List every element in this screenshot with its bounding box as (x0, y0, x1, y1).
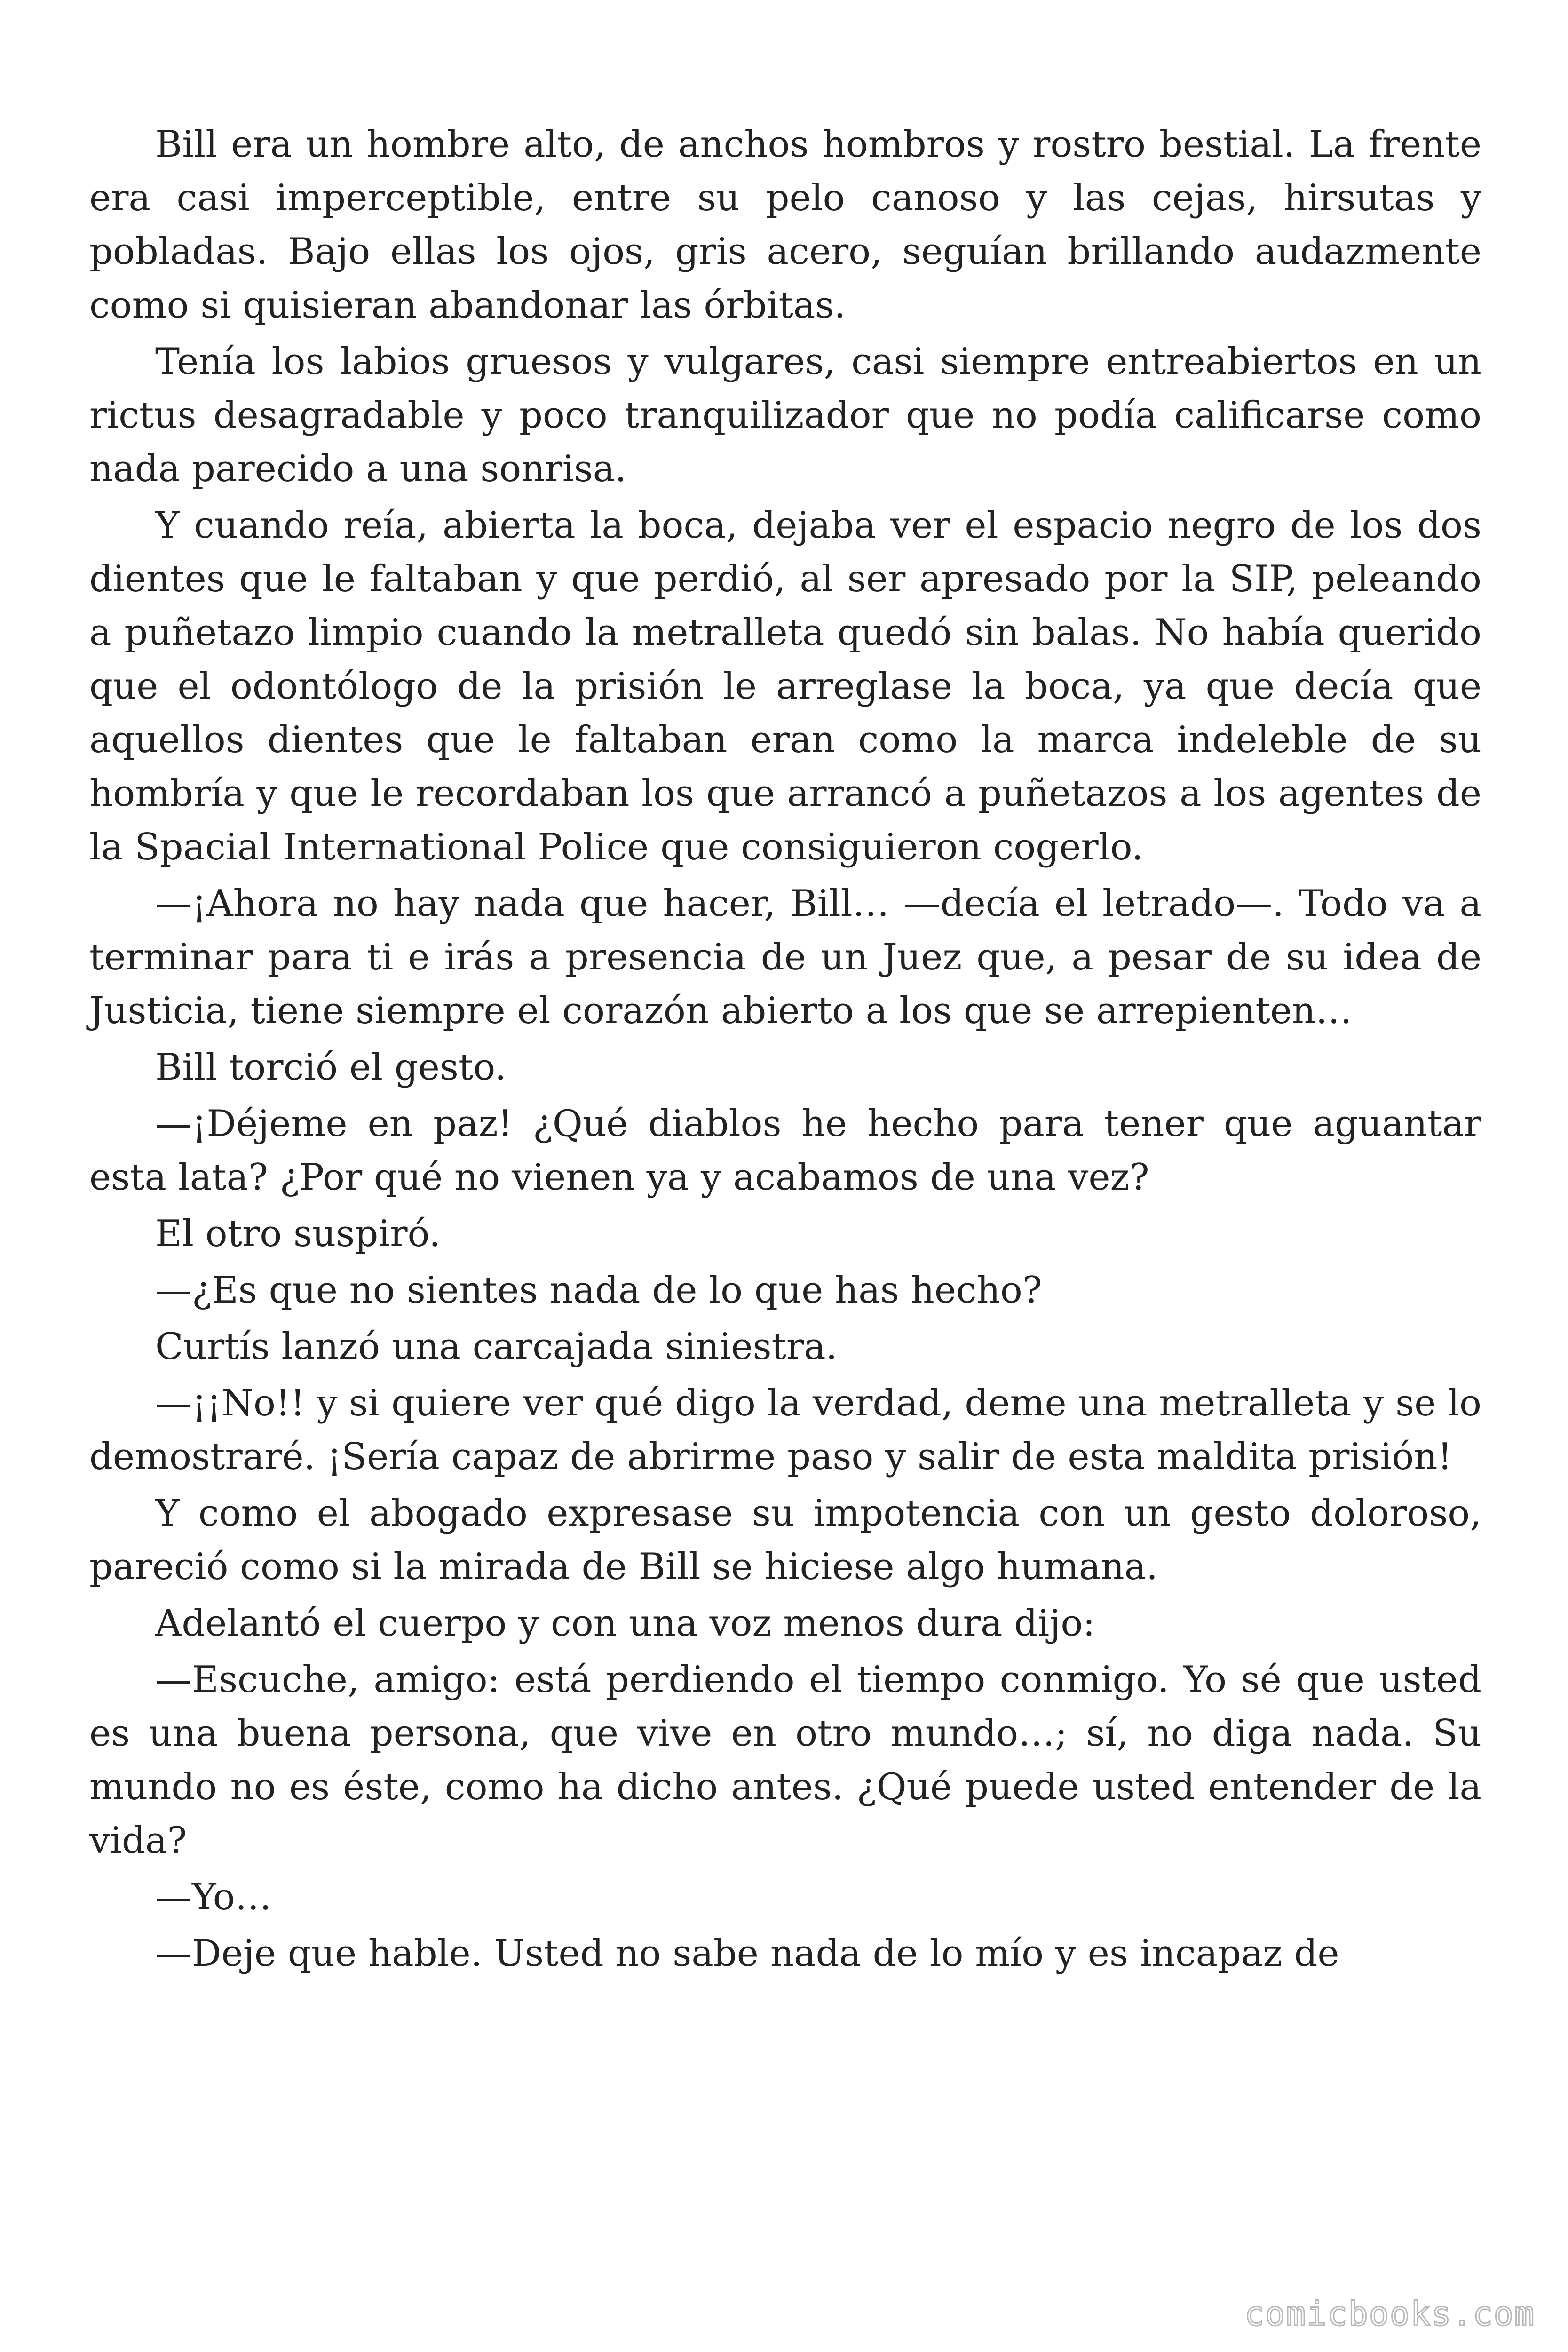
paragraph: Y como el abogado expresase su impotencia con un gesto doloroso, pareció como si la mirada de Bill se hiciese algo humana. (89, 1492, 1481, 1588)
paragraph: —¿Es que no sientes nada de lo que has hecho? (155, 1269, 1042, 1311)
paragraph: Y cuando reía, abierta la boca, dejaba ver el espacio negro de los dos dientes que le faltaban y que perdió, al ser apresado por la SIP, peleando a puñetazo limpio cuando la metralleta quedó sin balas. No había querido que el odontólogo de la prisión le arreglase la boca, ya que decía que aquellos dientes que le faltaban eran como la marca indeleble de su hombría y que le recordaban los que arrancó a puñetazos a los agentes de la Spacial International Police que consiguieron cogerlo. (89, 504, 1481, 868)
book-page-text (89, 118, 1481, 1983)
paragraph: Bill era un hombre alto, de anchos hombros y rostro bestial. La frente era casi imperceptible, entre su pelo canoso y las cejas, hirsutas y pobladas. Bajo ellas los ojos, gris acero, seguían brillando audazmente como si quisieran abandonar las órbitas. (89, 123, 1481, 326)
watermark: comicbooks.com (1244, 2295, 1535, 2333)
paragraph: Tenía los labios gruesos y vulgares, casi siempre entreabiertos en un rictus desagradable y poco tranquilizador que no podía calificarse como nada parecido a una sonrisa. (89, 341, 1481, 490)
paragraph: Curtís lanzó una carcajada siniestra. (155, 1326, 838, 1368)
paragraph: —¡¡No!! y si quiere ver qué digo la verdad, deme una metralleta y se lo demostraré. ¡Sería capaz de abrirme paso y salir de esta maldita prisión! (89, 1382, 1481, 1478)
paragraph: Bill torció el gesto. (155, 1046, 507, 1089)
paragraph: El otro suspiró. (155, 1213, 441, 1255)
paragraph: —Escuche, amigo: está perdiendo el tiempo conmigo. Yo sé que usted es una buena persona, que vive en otro mundo…; sí, no diga nada. Su mundo no es éste, como ha dicho antes. ¿Qué puede usted entender de la vida? (89, 1659, 1481, 1862)
paragraph: —¡Déjeme en paz! ¿Qué diablos he hecho para tener que aguantar esta lata? ¿Por qué no vienen ya y acabamos de una vez? (89, 1103, 1481, 1199)
paragraph: —¡Ahora no hay nada que hacer, Bill… —decía el letrado—. Todo va a terminar para ti e irás a presencia de un Juez que, a pesar de su idea de Justicia, tiene siempre el corazón abierto a los que se arrepienten… (89, 882, 1481, 1032)
paragraph: Adelantó el cuerpo y con una voz menos dura dijo: (155, 1602, 1095, 1645)
paragraph: —Deje que hable. Usted no sabe nada de lo mío y es incapaz de (155, 1932, 1339, 1975)
paragraph: —Yo… (155, 1876, 272, 1918)
